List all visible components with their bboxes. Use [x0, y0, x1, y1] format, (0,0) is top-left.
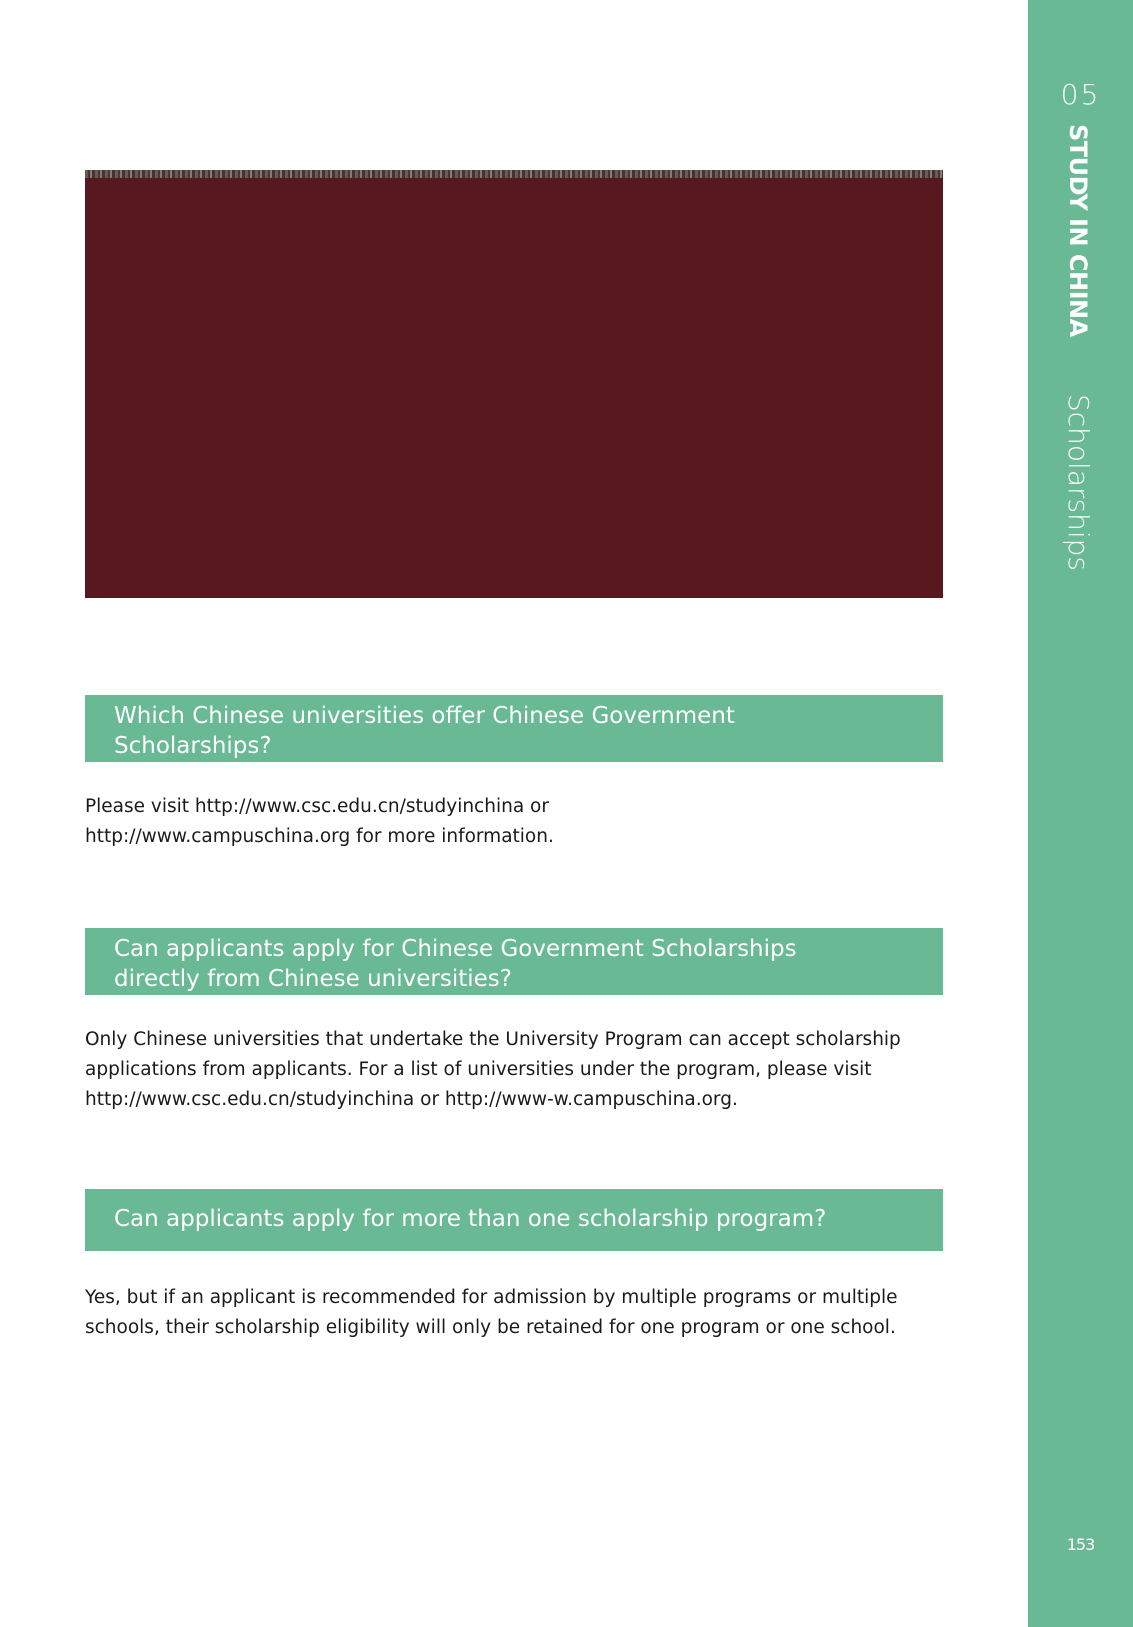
faq-question-1-line-2: Scholarships?	[114, 733, 272, 759]
faq-answer-1-line-2: http://www.campuschina.org for more information.	[85, 826, 554, 847]
faq-question-3	[85, 1189, 943, 1251]
photo-texture	[85, 170, 943, 178]
faq-answer-1-line-1: Please visit http://www.csc.edu.cn/studyinchina or	[85, 796, 549, 817]
faq-answer-3-line-2: schools, their scholarship eligibility will only be retained for one program or one school.	[85, 1317, 896, 1338]
faq-question-2	[85, 928, 943, 995]
faq-question-2-line-2: directly from Chinese universities?	[114, 966, 512, 992]
page-number: 153	[1066, 1535, 1095, 1554]
faq-question-3-line-1: Can applicants apply for more than one scholarship program?	[114, 1206, 827, 1232]
faq-question-2-line-1: Can applicants apply for Chinese Government Scholarships	[114, 936, 797, 962]
faq-answer-2-line-2: applications from applicants. For a list of universities under the program, please visit	[85, 1059, 872, 1080]
faq-question-1-line-1: Which Chinese universities offer Chinese Government	[114, 703, 735, 729]
faq-answer-2	[85, 1025, 955, 1115]
faq-answer-3	[85, 1283, 955, 1343]
header-photo	[85, 170, 943, 598]
faq-answer-2-line-1: Only Chinese universities that undertake the University Program can accept scholarship	[85, 1029, 901, 1050]
brand-title: STUDY IN CHINA	[1064, 124, 1092, 337]
chapter-sidebar	[1028, 0, 1133, 1627]
faq-answer-3-line-1: Yes, but if an applicant is recommended for admission by multiple programs or multiple	[85, 1287, 898, 1308]
faq-answer-1	[85, 792, 955, 852]
faq-question-1	[85, 695, 943, 762]
faq-answer-2-line-3: http://www.csc.edu.cn/studyinchina or http://www-w.campuschina.org.	[85, 1089, 738, 1110]
section-title: Scholarships	[1062, 394, 1095, 571]
chapter-number: 05	[1060, 78, 1101, 111]
